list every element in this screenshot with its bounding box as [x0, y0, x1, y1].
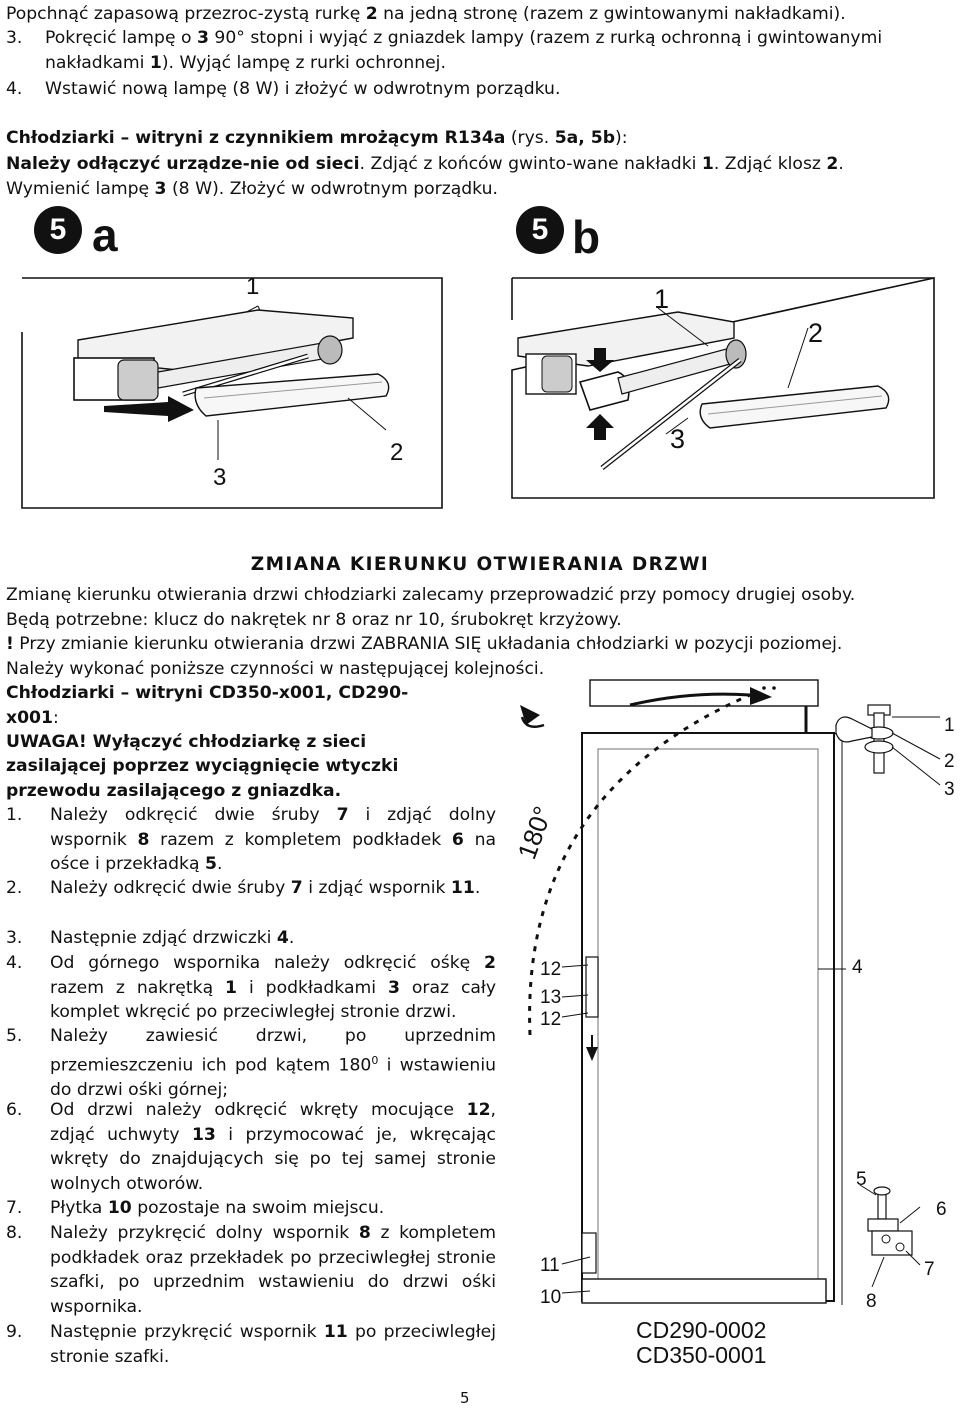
callout-3: 3: [944, 779, 955, 800]
top-hinge-detail: [836, 705, 940, 785]
callout-12b: 12: [540, 1009, 562, 1030]
step-text: Od drzwi należy odkręcić wkręty mocujące: [50, 1100, 467, 1120]
ref-number: 3: [196, 28, 209, 48]
callout-6: 6: [936, 1199, 947, 1220]
ref-number: 2: [365, 4, 378, 24]
figure-letter-b: b: [572, 211, 601, 263]
model-title-end: :: [52, 708, 59, 728]
body-text: Wymienić lampę: [6, 179, 155, 199]
figure-letter-a: a: [92, 209, 118, 261]
title-ref: ):: [615, 128, 628, 148]
angle-label: 180°: [511, 802, 559, 864]
step-5-text: [50, 1024, 496, 1102]
warning-text: Należy odłączyć urządze-nie od sieci: [6, 154, 360, 174]
handle-13: [586, 957, 598, 1017]
freezer-line-2: [6, 152, 844, 177]
door-intro-1: Zmianę kierunku otwierania drzwi chłodziarki zalecamy przeprowadzić przy pomocy drugiej osoby.: [6, 585, 856, 605]
step-text: i podkładkami: [237, 977, 388, 998]
step-text: .: [288, 928, 295, 948]
body-text: . Zdjąć klosz: [713, 154, 827, 174]
body-text: .: [838, 154, 844, 174]
ref-number: 3: [154, 179, 167, 199]
step-text: .: [474, 878, 481, 898]
step-text: Od górnego wspornika należy odkręcić ośkę: [50, 953, 485, 973]
figure-badge-5a: 5: [34, 206, 82, 254]
step-number: 5.: [6, 1026, 23, 1046]
door-intro-2: Będą potrzebne: klucz do nakrętek nr 8 oraz nr 10, śrubokręt krzyżowy.: [6, 610, 622, 630]
model-title: x001: [6, 708, 53, 728]
ref-number: 1: [149, 53, 162, 73]
model-number-1: CD290-0002: [636, 1317, 767, 1343]
ref-number: 7: [336, 805, 349, 825]
step-2-text: [50, 876, 496, 901]
callout-2: 2: [390, 439, 404, 466]
callout-13: 13: [540, 987, 562, 1008]
step-number: 3.: [6, 28, 23, 48]
ref-number: 8: [137, 829, 150, 850]
intro-text: ). Wyjąć lampę z rurki ochronnej.: [161, 53, 446, 73]
door-diagram: [500, 675, 960, 1395]
step-text: i zdjąć wspornik: [302, 878, 451, 898]
callout-8: 8: [866, 1291, 877, 1312]
ref-number: 4: [276, 928, 289, 948]
door-panel: [582, 733, 834, 1301]
step-number: 6.: [6, 1100, 23, 1120]
step-4-text: [50, 951, 496, 1025]
step-number: 3.: [6, 928, 23, 948]
step-text: pozostaje na swoim miejscu.: [131, 1198, 385, 1218]
up-arrow: [586, 414, 614, 440]
intro-line-3: [45, 51, 446, 76]
figure-ref: 5a, 5b: [554, 128, 616, 148]
warning-line-3: [6, 779, 341, 804]
section-heading: ZMIANA KIERUNKU OTWIERANIA DRZWI: [250, 554, 710, 575]
warning-text: zasilającej poprzez wyciągnięcie wtyczki: [6, 756, 399, 776]
freezer-line-3: [6, 177, 498, 202]
callout-5: 5: [856, 1169, 867, 1190]
step-number: 4.: [6, 79, 23, 99]
step-7-text: [50, 1196, 496, 1221]
step-text: , zdjąć uchwyty: [50, 1100, 496, 1145]
callout-1: 1: [654, 284, 670, 314]
warning-line-2: [6, 754, 398, 779]
callout-2: 2: [808, 318, 824, 348]
ref-number: 2: [484, 953, 496, 973]
step-text: i wstawieniu do drzwi ośki górnej;: [50, 1055, 496, 1100]
callout-2: 2: [944, 751, 955, 772]
step-text: z kompletem podkładek oraz przekładek po przeciwległej stronie szafki, po uprzednim wstawieniu do drzwi ośki wspornika.: [50, 1223, 496, 1317]
intro-text: Popchnąć zapasową przezroc-zystą rurkę: [6, 4, 366, 24]
callout-1: 1: [944, 715, 955, 736]
step-1-text: [50, 803, 496, 877]
warning-line-1: [6, 730, 366, 755]
page-number: 5: [460, 1389, 470, 1407]
intro-line-4: [6, 77, 560, 102]
cover-2: [700, 386, 888, 428]
callout-12a: 12: [540, 959, 562, 980]
plate-10: [582, 1233, 596, 1273]
callout-1: 1: [246, 273, 260, 300]
ref-number: 5: [205, 854, 217, 874]
step-text: i zdjąć dolny wspornik: [50, 805, 496, 850]
step-text: po przeciwległej stronie szafki.: [50, 1322, 496, 1367]
tube-end: [318, 336, 342, 364]
body-text: Przy zmianie kierunku otwierania drzwi ZABRANIA SIĘ układania chłodziarki w pozycji poziomej.: [13, 634, 843, 654]
step-8-text: [50, 1221, 496, 1319]
ref-number: 2: [826, 154, 839, 174]
model-title-1: [6, 681, 408, 706]
step-text: razem z nakrętką: [50, 977, 226, 998]
bottom-hinge-detail: [860, 1185, 920, 1287]
warning-text: przewodu zasilającego z gniazdka.: [6, 781, 342, 801]
step-number: 8.: [6, 1223, 23, 1243]
end-cap-left-face: [118, 360, 158, 400]
step-number: 4.: [6, 953, 23, 973]
leader-line-2: [788, 328, 808, 388]
ref-number: 1: [701, 154, 714, 174]
model-number-2: CD350-0001: [636, 1342, 767, 1368]
top-bracket: [590, 680, 818, 706]
callout-3: 3: [213, 464, 227, 491]
ref-number: 10: [107, 1198, 132, 1218]
step-text: Należy zawiesić drzwi, po uprzednim przemieszczeniu ich pod kątem 180: [50, 1026, 496, 1076]
body-text: (8 W). Złożyć w odwrotnym porządku.: [166, 179, 498, 199]
title-ref: (rys.: [505, 128, 555, 148]
step-text: Należy odkręcić dwie śruby: [50, 805, 337, 825]
ref-number: 3: [387, 977, 400, 998]
step-number: 1.: [6, 805, 23, 825]
body-text: . Zdjąć z końców gwinto-wane nakładki: [359, 154, 702, 174]
callout-7: 7: [924, 1259, 935, 1280]
step-number: 9.: [6, 1322, 23, 1342]
step-text: Następnie przykręcić wspornik: [50, 1322, 324, 1342]
step-text: na ośce i przekładką: [50, 829, 496, 874]
bottom-bracket: [582, 1279, 826, 1303]
ref-number: 12: [466, 1100, 491, 1120]
callout-4: 4: [852, 957, 863, 978]
step-text: i przymocować je, wkręcając wkręty do znajdujących się po tej samej stronie wolnych otworów.: [50, 1124, 496, 1194]
figure-5a-diagram: [8, 270, 454, 520]
figure-5b-diagram: [498, 268, 944, 510]
ref-number: 11: [323, 1322, 348, 1342]
callout-11: 11: [540, 1255, 560, 1276]
intro-text: nakładkami: [45, 53, 150, 73]
model-title-2: [6, 706, 59, 731]
step-text: oraz cały komplet wkręcić po przeciwległej stronie drzwi.: [50, 977, 496, 1022]
intro-text: 90° stopni i wyjąć z gniazdek lampy (razem z rurką ochronną i gwintowanymi: [208, 28, 883, 48]
step-3-text: [50, 926, 496, 951]
leader-line-2: [348, 398, 386, 430]
callout-3: 3: [670, 424, 686, 454]
callout-10: 10: [540, 1287, 562, 1308]
ref-number: 7: [290, 878, 303, 898]
intro-text: Pokręcić lampę o: [45, 28, 197, 48]
step-6-text: [50, 1098, 496, 1196]
wrench-icon: [836, 717, 872, 742]
figure-badge-5b: 5: [516, 206, 564, 254]
section-title: Chłodziarki – witryni z czynnikiem mrożącym R134a: [6, 128, 506, 148]
warning-text: UWAGA! Wyłączyć chłodziarkę z sieci: [6, 732, 367, 752]
model-title: Chłodziarki – witryni CD350-x001, CD290-: [6, 683, 409, 703]
ref-number: 13: [191, 1124, 216, 1145]
step-number: 7.: [6, 1198, 23, 1218]
ref-number: 1: [225, 977, 238, 998]
ref-number: 8: [358, 1223, 371, 1243]
step-text: .: [216, 854, 223, 874]
step-9-text: [50, 1320, 496, 1369]
warning-mark: !: [6, 634, 14, 654]
step-text: razem z kompletem podkładek: [149, 829, 452, 850]
step-text: Płytka: [50, 1198, 108, 1218]
step-number: 2.: [6, 878, 23, 898]
degree-superscript: 0: [371, 1053, 379, 1067]
door-intro-4: Należy wykonać poniższe czynności w następującej kolejności.: [6, 659, 545, 679]
step-text: Należy przykręcić dolny wspornik: [50, 1223, 359, 1243]
intro-text: na jedną stronę (razem z gwintowanymi nakładkami).: [377, 4, 846, 24]
step-text: Następnie zdjąć drzwiczki: [50, 928, 277, 948]
intro-text: Wstawić nową lampę (8 W) i złożyć w odwrotnym porządku.: [45, 79, 561, 99]
freezer-title: [6, 126, 628, 151]
ref-number: 11: [450, 878, 475, 898]
ref-number: 6: [451, 829, 464, 850]
intro-line-2: [6, 26, 882, 51]
intro-line-1: [6, 2, 846, 27]
step-text: Należy odkręcić dwie śruby: [50, 878, 291, 898]
door-intro-3: [6, 632, 842, 657]
